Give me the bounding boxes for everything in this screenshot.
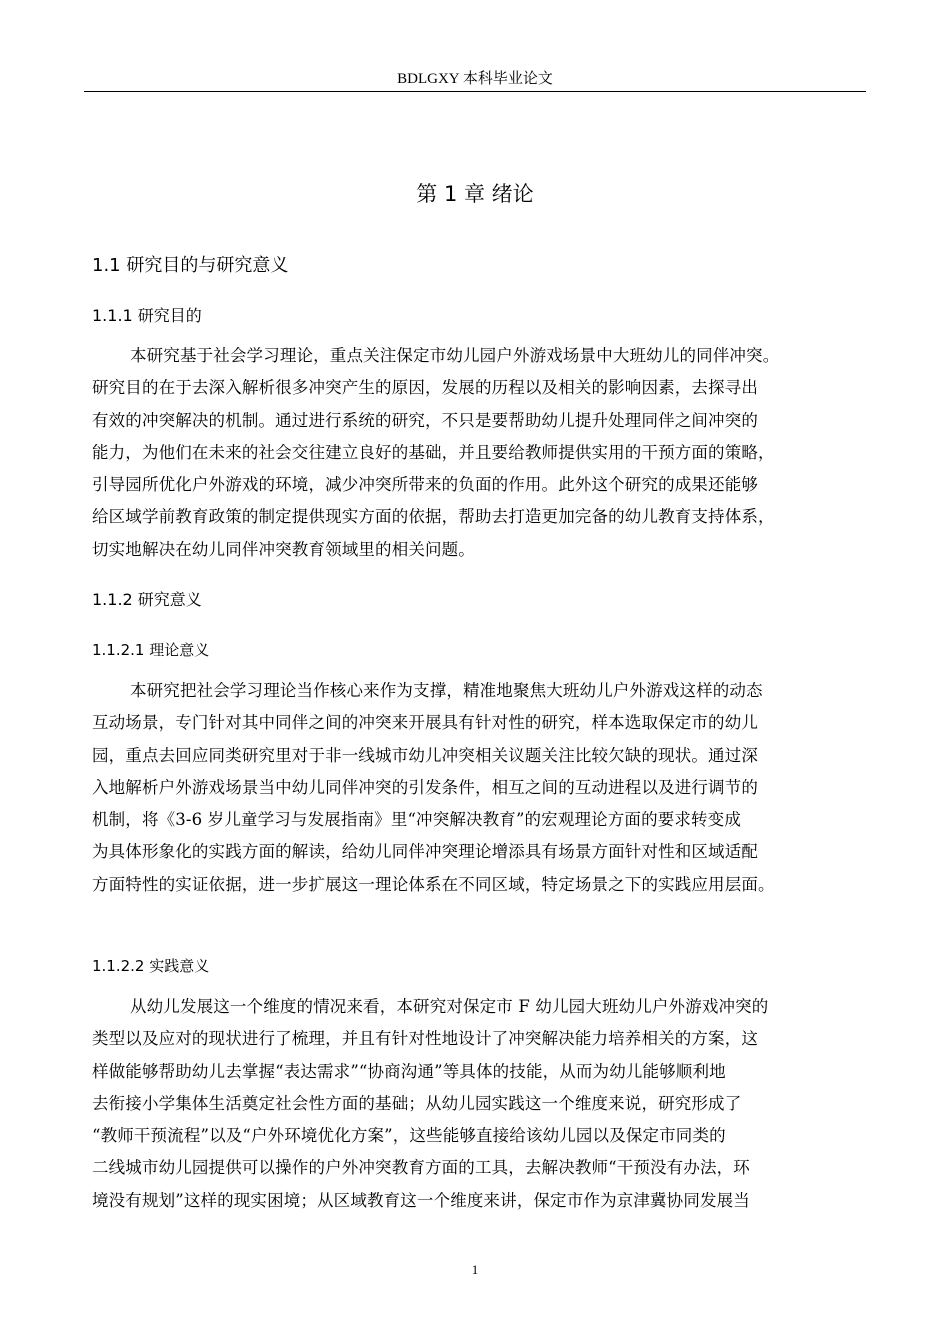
text-line: 互动场景，专门针对其中同伴之间的冲突来开展具有针对性的研究，样本选取保定市的幼儿 xyxy=(92,713,758,733)
text-line: 入地解析户外游戏场景当中幼儿同伴冲突的引发条件，相互之间的互动进程以及进行调节的 xyxy=(92,777,758,797)
paragraph-research-purpose xyxy=(92,340,870,566)
text-line: 从幼儿发展这一个维度的情况来看，本研究对保定市 F 幼儿园大班幼儿户外游戏冲突的 xyxy=(130,997,769,1016)
text-line: 切实地解决在幼儿同伴冲突教育领域里的相关问题。 xyxy=(92,539,475,559)
paragraph-practical-significance xyxy=(92,991,870,1217)
page-number: 1 xyxy=(471,1262,479,1277)
text-line: 研究目的在于去深入解析很多冲突产生的原因，发展的历程以及相关的影响因素，去探寻出 xyxy=(92,378,758,398)
section-heading-1-1-2-2: 1.1.2.2 实践意义 xyxy=(92,957,210,975)
section-heading-1-1-2-1: 1.1.2.1 理论意义 xyxy=(92,641,210,659)
section-heading-1-1: 1.1 研究目的与研究意义 xyxy=(92,255,289,276)
text-line: 方面特性的实证依据，进一步扩展这一理论体系在不同区域，特定场景之下的实践应用层面。 xyxy=(92,874,775,894)
text-line: 境没有规划”这样的现实困境；从区域教育这一个维度来讲，保定市作为京津冀协同发展当 xyxy=(92,1190,750,1210)
text-line: 为具体形象化的实践方面的解读，给幼儿同伴冲突理论增添具有场景方面针对性和区域适配 xyxy=(92,842,758,862)
section-heading-1-1-1: 1.1.1 研究目的 xyxy=(92,306,202,325)
header-rule xyxy=(84,91,866,92)
text-line: 本研究把社会学习理论当作核心来作为支撑，精准地聚焦大班幼儿户外游戏这样的动态 xyxy=(130,681,763,700)
text-line: 去衔接小学集体生活奠定社会性方面的基础；从幼儿园实践这一个维度来说，研究形成了 xyxy=(92,1093,742,1113)
text-line: “教师干预流程”以及“户外环境优化方案”，这些能够直接给该幼儿园以及保定市同类的 xyxy=(92,1126,726,1146)
text-line: 园，重点去回应同类研究里对于非一线城市幼儿冲突相关议题关注比较欠缺的现状。通过深 xyxy=(92,745,758,765)
text-line: 有效的冲突解决的机制。通过进行系统的研究，不只是要帮助幼儿提升处理同伴之间冲突的 xyxy=(92,410,758,430)
text-line: 给区域学前教育政策的制定提供现实方面的依据，帮助去打造更加完备的幼儿教育支持体系， xyxy=(92,507,775,527)
chapter-title: 第 1 章 绪论 xyxy=(416,182,534,206)
text-line: 能力，为他们在未来的社会交往建立良好的基础，并且要给教师提供实用的干预方面的策略， xyxy=(92,442,775,462)
text-line: 机制，将《3-6 岁儿童学习与发展指南》里“冲突解决教育”的宏观理论方面的要求转变成 xyxy=(92,810,741,830)
running-header: BDLGXY 本科毕业论文 xyxy=(397,71,553,87)
section-heading-1-1-2: 1.1.2 研究意义 xyxy=(92,590,202,609)
text-line: 本研究基于社会学习理论，重点关注保定市幼儿园户外游戏场景中大班幼儿的同伴冲突。 xyxy=(130,346,780,365)
paragraph-theoretical-significance xyxy=(92,675,870,901)
text-line: 引导园所优化户外游戏的环境，减少冲突所带来的负面的作用。此外这个研究的成果还能够 xyxy=(92,475,758,495)
text-line: 样做能够帮助幼儿去掌握“表达需求”“协商沟通”等具体的技能，从而为幼儿能够顺利地 xyxy=(92,1061,726,1081)
text-line: 类型以及应对的现状进行了梳理，并且有针对性地设计了冲突解决能力培养相关的方案，这 xyxy=(92,1029,758,1049)
text-line: 二线城市幼儿园提供可以操作的户外冲突教育方面的工具，去解决教师“干预没有办法，环 xyxy=(92,1158,750,1178)
